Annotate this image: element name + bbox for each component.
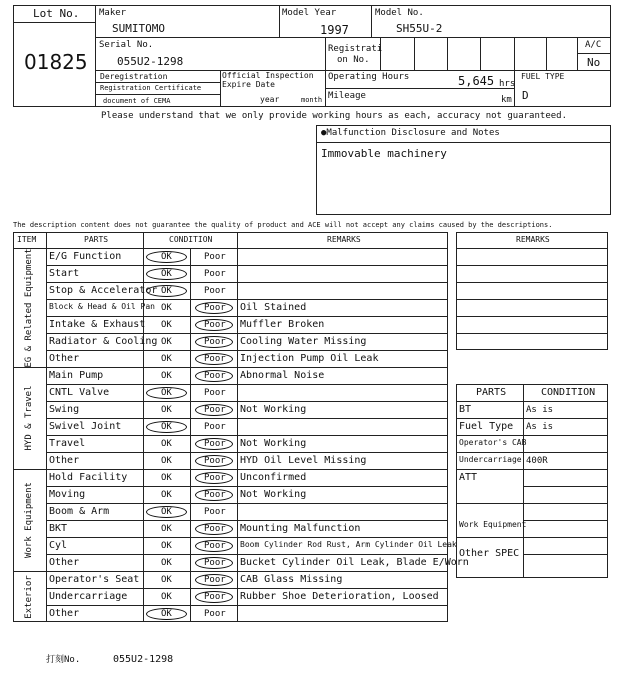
divider: [46, 503, 448, 504]
poor-option: Poor: [204, 456, 226, 466]
part-name: Moving: [49, 489, 86, 500]
divider: [46, 282, 448, 283]
divider: [46, 384, 448, 385]
divider: [46, 554, 448, 555]
part-name: Swivel Joint: [49, 421, 122, 432]
ac-value: No: [587, 56, 601, 69]
lot-no: 01825: [24, 50, 88, 74]
spec-part: BT: [459, 404, 472, 415]
divider: [414, 37, 415, 70]
divider: [279, 5, 280, 37]
divider: [46, 265, 448, 266]
poor-selected-circle: [195, 336, 233, 348]
remark-text: Cooling Water Missing: [240, 336, 367, 347]
part-name: CNTL Valve: [49, 387, 110, 398]
remark-text: Mounting Malfunction: [240, 523, 361, 534]
ok-option: OK: [161, 303, 172, 313]
notice: Please understand that we only provide working hours as each, accuracy not guaranteed.: [101, 111, 567, 121]
divider: [456, 248, 608, 249]
reg-cert-label: Registration Certificate: [100, 84, 202, 92]
poor-option: Poor: [204, 439, 226, 449]
ok-option: OK: [161, 422, 172, 432]
divider: [456, 299, 608, 300]
registration-label-2: on No.: [337, 55, 370, 65]
spec-part: Undercarriage: [459, 455, 522, 464]
ok-selected-circle: [146, 421, 187, 433]
part-name: Cyl: [49, 540, 68, 551]
poor-selected-circle: [195, 455, 233, 467]
spec-part: Operator's CAB: [459, 438, 527, 447]
divider: [46, 418, 448, 419]
remark-text: Injection Pump Oil Leak: [240, 353, 379, 364]
part-name: Travel: [49, 438, 86, 449]
disclaimer: The description content does not guarantee the quality of product and ACE will not accept any claims caused by the descriptions.: [13, 221, 553, 229]
model-no-label: Model No.: [375, 8, 424, 18]
ok-option: OK: [161, 507, 172, 517]
item-header: ITEM: [17, 235, 37, 244]
group-label: Exterior: [24, 574, 34, 619]
inspection-label-2: Expire Date: [222, 80, 275, 89]
divider: [523, 554, 608, 555]
poor-option: Poor: [204, 354, 226, 364]
ok-option: OK: [161, 371, 172, 381]
poor-selected-circle: [195, 438, 233, 450]
part-name: E/G Function: [49, 251, 122, 262]
malfunction-box: [316, 125, 611, 215]
divider: [237, 232, 238, 622]
part-name: Main Pump: [49, 370, 104, 381]
part-name: Other: [49, 455, 80, 466]
malfunction-text: Immovable machinery: [321, 147, 447, 160]
divider: [447, 37, 448, 70]
divider: [456, 282, 608, 283]
poor-selected-circle: [195, 472, 233, 484]
part-name: Boom & Arm: [49, 506, 110, 517]
divider: [456, 469, 608, 470]
remark-text: Unconfirmed: [240, 472, 307, 483]
poor-option: Poor: [204, 524, 226, 534]
ok-option: OK: [161, 592, 172, 602]
remark-text: Not Working: [240, 438, 307, 449]
part-name: Intake & Exhaust: [49, 319, 146, 330]
ok-selected-circle: [146, 268, 187, 280]
stamp-no: 055U2-1298: [113, 654, 174, 665]
poor-selected-circle: [195, 489, 233, 501]
malfunction-title: ●Malfunction Disclosure and Notes: [321, 128, 500, 138]
maker-label: Maker: [99, 8, 127, 18]
divider: [325, 88, 515, 89]
cema-label: document of CEMA: [103, 97, 171, 105]
poor-option: Poor: [204, 337, 226, 347]
ok-option: OK: [161, 524, 172, 534]
divider: [456, 401, 608, 402]
operating-hours-label: Operating Hours: [328, 72, 410, 82]
divider: [13, 22, 95, 23]
part-name: Hold Facility: [49, 472, 128, 483]
part-name: Other: [49, 557, 80, 568]
remark-text: CAB Glass Missing: [240, 574, 343, 585]
divider: [46, 350, 448, 351]
ok-selected-circle: [146, 251, 187, 263]
divider: [456, 537, 608, 538]
fuel-type-label: FUEL TYPE: [521, 72, 565, 81]
divider: [456, 316, 608, 317]
serial-no: 055U2-1298: [117, 55, 184, 68]
remarks-header: REMARKS: [516, 235, 550, 244]
ok-option: OK: [161, 252, 172, 262]
ok-selected-circle: [146, 608, 187, 620]
divider: [13, 367, 448, 368]
ok-selected-circle: [146, 506, 187, 518]
ok-option: OK: [161, 269, 172, 279]
poor-option: Poor: [204, 541, 226, 551]
ok-option: OK: [161, 286, 172, 296]
mileage-label: Mileage: [328, 91, 366, 101]
poor-option: Poor: [204, 575, 226, 585]
ok-option: OK: [161, 337, 172, 347]
operating-hours: 5,645: [458, 74, 495, 88]
divider: [46, 605, 448, 606]
part-name: Operator's Seat: [49, 574, 140, 585]
divider: [523, 486, 608, 487]
ac-label: A/C: [585, 40, 602, 50]
poor-selected-circle: [195, 557, 233, 569]
poor-selected-circle: [195, 523, 233, 535]
divider: [456, 503, 608, 504]
parts-header: PARTS: [476, 387, 507, 398]
poor-selected-circle: [195, 353, 233, 365]
model-year: 1997: [320, 23, 349, 37]
poor-option: Poor: [204, 371, 226, 381]
divider: [325, 37, 326, 107]
part-name: BKT: [49, 523, 68, 534]
ok-option: OK: [161, 405, 172, 415]
divider: [46, 299, 448, 300]
remark-text: Abnormal Noise: [240, 370, 325, 381]
part-name: Radiator & Cooling: [49, 336, 158, 347]
poor-selected-circle: [195, 591, 233, 603]
poor-option: Poor: [204, 303, 226, 313]
spec-part: Fuel Type: [459, 421, 514, 432]
divider: [46, 537, 448, 538]
ok-option: OK: [161, 439, 172, 449]
poor-option: Poor: [204, 405, 226, 415]
poor-option: Poor: [204, 507, 226, 517]
divider: [456, 435, 608, 436]
poor-option: Poor: [204, 269, 226, 279]
poor-selected-circle: [195, 540, 233, 552]
ok-option: OK: [161, 490, 172, 500]
poor-option: Poor: [204, 320, 226, 330]
poor-selected-circle: [195, 370, 233, 382]
poor-option: Poor: [204, 388, 226, 398]
model-no: SH55U-2: [396, 22, 443, 35]
parts-header: PARTS: [84, 235, 109, 244]
divider: [95, 5, 96, 107]
inspection-label-1: Official Inspection: [222, 71, 314, 80]
spec-part: ATT: [459, 472, 478, 483]
remark-text: Muffler Broken: [240, 319, 325, 330]
ok-option: OK: [161, 388, 172, 398]
divider: [46, 401, 448, 402]
remarks-header: REMARKS: [327, 235, 361, 244]
serial-no-label: Serial No.: [99, 40, 154, 50]
poor-selected-circle: [195, 574, 233, 586]
ok-option: OK: [161, 558, 172, 568]
remark-text: HYD Oil Level Missing: [240, 455, 367, 466]
divider: [46, 232, 47, 622]
month-label: month: [301, 96, 323, 104]
poor-option: Poor: [204, 592, 226, 602]
ok-option: OK: [161, 473, 172, 483]
fuel-type: D: [522, 89, 529, 102]
divider: [371, 5, 372, 37]
ok-option: OK: [161, 575, 172, 585]
condition-header: CONDITION: [169, 235, 213, 244]
part-name: Undercarriage: [49, 591, 128, 602]
remark-text: Not Working: [240, 489, 307, 500]
ok-option: OK: [161, 456, 172, 466]
divider: [456, 333, 608, 334]
part-name: Swing: [49, 404, 80, 415]
remark-text: Oil Stained: [240, 302, 307, 313]
spec-part: Other SPEC: [459, 548, 520, 559]
divider: [456, 265, 608, 266]
remark-text: Boom Cylinder Rod Rust, Arm Cylinder Oil Leak: [240, 540, 457, 549]
deregistration-label: Deregistration: [100, 72, 168, 81]
year-label: year: [260, 95, 280, 104]
part-name: Other: [49, 353, 80, 364]
ok-option: OK: [161, 609, 172, 619]
group-label: Work Equipment: [24, 482, 34, 558]
ok-option: OK: [161, 320, 172, 330]
divider: [46, 452, 448, 453]
divider: [480, 37, 481, 70]
remark-text: Rubber Shoe Deterioration, Loosed: [240, 591, 439, 602]
spec-part: Work Equipment: [459, 520, 527, 529]
divider: [316, 142, 611, 143]
model-year-label: Model Year: [282, 8, 337, 18]
remark-text: Not Working: [240, 404, 307, 415]
poor-selected-circle: [195, 404, 233, 416]
divider: [46, 486, 448, 487]
ok-selected-circle: [146, 387, 187, 399]
poor-option: Poor: [204, 252, 226, 262]
divider: [95, 37, 611, 38]
part-name: Block & Head & Oil Pan: [49, 302, 155, 311]
poor-option: Poor: [204, 422, 226, 432]
divider: [95, 82, 220, 83]
poor-option: Poor: [204, 490, 226, 500]
group-label: HYD & Travel: [24, 385, 34, 451]
divider: [46, 316, 448, 317]
poor-option: Poor: [204, 473, 226, 483]
divider: [95, 94, 220, 95]
poor-option: Poor: [204, 609, 226, 619]
divider: [13, 571, 448, 572]
divider: [456, 452, 608, 453]
condition-header: CONDITION: [541, 387, 596, 398]
divider: [456, 418, 608, 419]
poor-option: Poor: [204, 286, 226, 296]
km-unit: km: [501, 95, 512, 105]
divider: [46, 520, 448, 521]
part-name: Stop & Accelerator: [49, 285, 158, 296]
divider: [46, 588, 448, 589]
registration-label-1: Registrati: [328, 44, 383, 54]
divider: [13, 248, 448, 249]
ok-option: OK: [161, 354, 172, 364]
lot-no-label: Lot No.: [33, 7, 80, 20]
divider: [46, 333, 448, 334]
spec-condition: As is: [526, 422, 554, 432]
group-label: EG & Related Equipment: [24, 247, 34, 368]
part-name: Other: [49, 608, 80, 619]
maker: SUMITOMO: [112, 22, 165, 35]
divider: [514, 37, 515, 70]
divider: [523, 520, 608, 521]
divider: [95, 70, 611, 71]
part-name: Start: [49, 268, 80, 279]
stamp-label: 打刻No.: [46, 655, 81, 665]
divider: [523, 384, 524, 578]
poor-selected-circle: [195, 302, 233, 314]
spec-condition: 400R: [526, 456, 548, 466]
ok-option: OK: [161, 541, 172, 551]
divider: [577, 53, 611, 54]
poor-selected-circle: [195, 319, 233, 331]
divider: [546, 37, 547, 70]
divider: [13, 469, 448, 470]
hrs-unit: hrs: [499, 79, 516, 89]
spec-condition: As is: [526, 405, 554, 415]
divider: [46, 435, 448, 436]
remark-text: Bucket Cylinder Oil Leak, Blade E/Worn: [240, 557, 469, 568]
poor-option: Poor: [204, 558, 226, 568]
divider: [220, 70, 221, 107]
ok-selected-circle: [146, 285, 187, 297]
